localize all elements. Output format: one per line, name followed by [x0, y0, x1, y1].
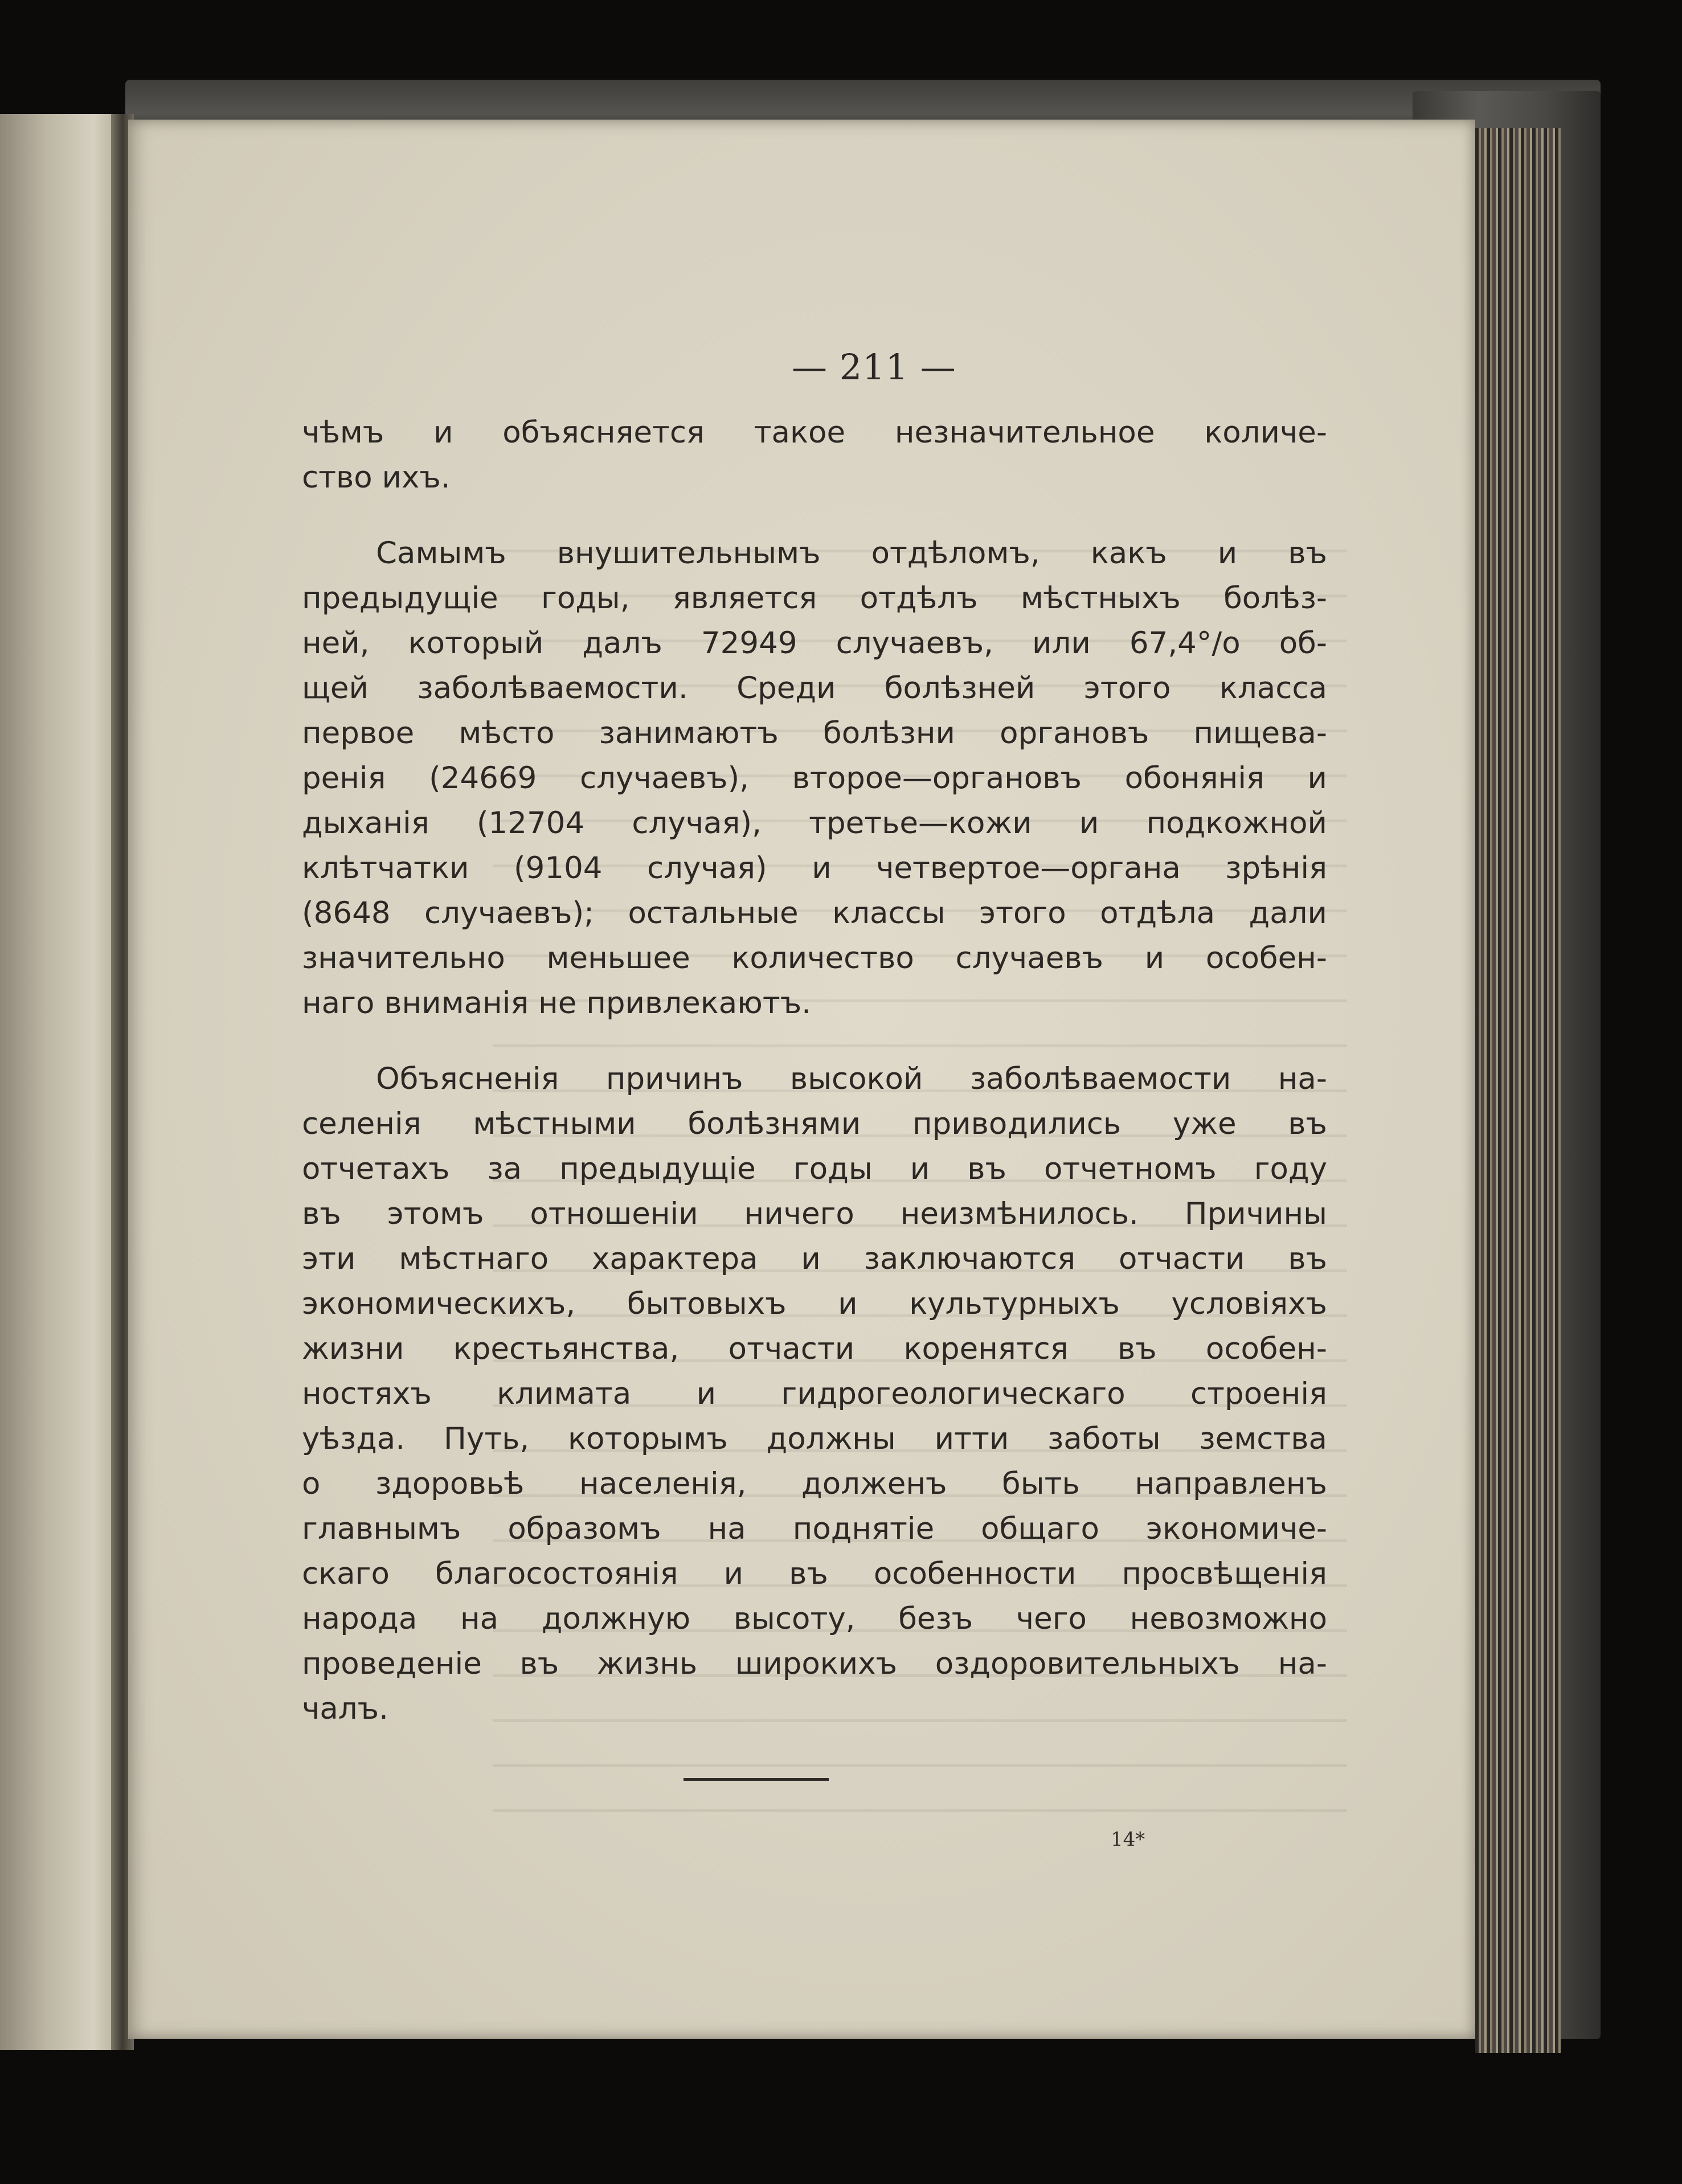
text-line: наго вниманія не привлекаютъ.: [302, 986, 811, 1021]
text-line: отчетахъ за предыдущіе годы и въ отчетномъ году: [302, 1152, 1327, 1186]
text-line: Самымъ внушительнымъ отдѣломъ, какъ и въ: [376, 536, 1327, 571]
text-line: уѣзда. Путь, которымъ должны итти заботы земства: [302, 1421, 1327, 1456]
text-line: селенія мѣстными болѣзнями приводились уже въ: [302, 1107, 1327, 1141]
book-page: [128, 120, 1475, 2039]
text-line: Объясненія причинъ высокой заболѣваемости на-: [376, 1062, 1327, 1096]
left-page-edge: [0, 114, 117, 2050]
text-line: клѣтчатки (9104 случая) и четвертое—органа зрѣнія: [302, 851, 1327, 886]
text-line: о здоровьѣ населенія, долженъ быть направленъ: [302, 1466, 1327, 1501]
text-line: жизни крестьянства, отчасти коренятся въ особен-: [302, 1331, 1327, 1366]
text-line: проведеніе въ жизнь широкихъ оздоровительныхъ на-: [302, 1646, 1327, 1681]
text-line: ство ихъ.: [302, 460, 451, 495]
page-number: — 211 —: [792, 346, 956, 388]
text-line: чѣмъ и объясняется такое незначительное количе-: [302, 415, 1327, 450]
text-line: народа на должную высоту, безъ чего невозможно: [302, 1601, 1327, 1636]
body-text: [302, 410, 1327, 1731]
text-line: эти мѣстнаго характера и заключаются отчасти въ: [302, 1241, 1327, 1276]
text-line: предыдущіе годы, является отдѣлъ мѣстныхъ болѣз-: [302, 581, 1327, 616]
section-end-rule: [684, 1778, 829, 1781]
text-line: дыханія (12704 случая), третье—кожи и подкожной: [302, 806, 1327, 841]
text-line: ностяхъ климата и гидрогеологическаго строенія: [302, 1376, 1327, 1411]
text-line: главнымъ образомъ на поднятіе общаго экономиче-: [302, 1511, 1327, 1546]
text-line: (8648 случаевъ); остальные классы этого отдѣла дали: [302, 896, 1327, 931]
text-line: скаго благосостоянія и въ особенности просвѣщенія: [302, 1556, 1327, 1591]
page-edges: [1475, 128, 1561, 2053]
text-line: значительно меньшее количество случаевъ и особен-: [302, 941, 1327, 976]
text-line: чалъ.: [302, 1691, 388, 1726]
text-line: щей заболѣваемости. Среди болѣзней этого класса: [302, 671, 1327, 706]
text-line: ней, который далъ 72949 случаевъ, или 67,4°/о об-: [302, 626, 1327, 661]
text-line: въ этомъ отношеніи ничего неизмѣнилось. Причины: [302, 1197, 1327, 1231]
text-line: ренія (24669 случаевъ), второе—органовъ обонянія и: [302, 761, 1327, 796]
text-line: экономическихъ, бытовыхъ и культурныхъ условіяхъ: [302, 1286, 1327, 1321]
text-line: первое мѣсто занимаютъ болѣзни органовъ пищева-: [302, 716, 1327, 751]
printer-signature-mark: 14*: [1111, 1828, 1145, 1851]
